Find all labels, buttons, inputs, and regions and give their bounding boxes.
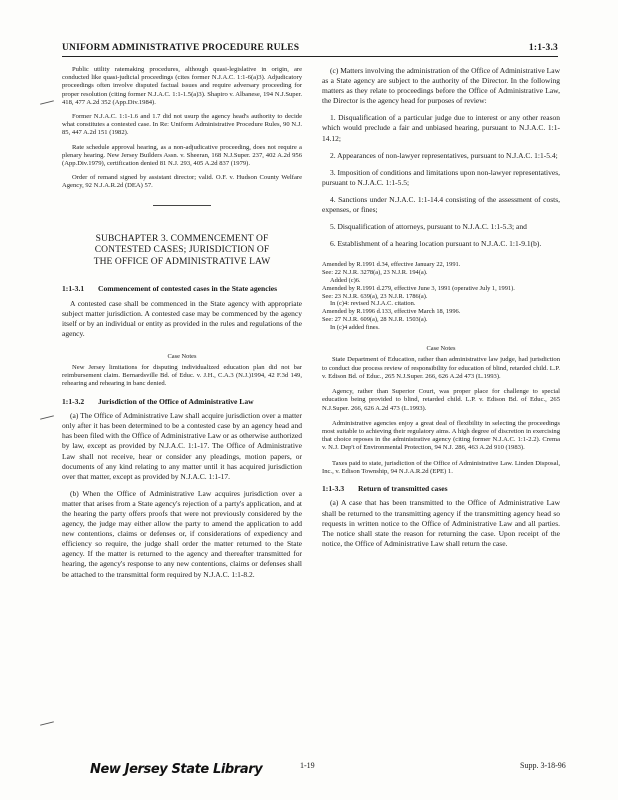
history-line: See: 27 N.J.R. 609(a), 28 N.J.R. 1503(a). [322, 315, 428, 323]
section-text: A contested case shall be commenced in the State agency with appropriate subject matter jurisdiction. A contested case may be commenced by the agency itself or by an individual or entity as provided in the rules and regulations of the agency. [62, 298, 302, 338]
subchapter-line: THE OFFICE OF ADMINISTRATIVE LAW [93, 256, 271, 267]
divider [153, 205, 211, 206]
case-note: Order of remand signed by assistant director; valid. O.F. v. Hudson County Welfare Agency, 92 N.J.A.R.2d (DEA) 57. [62, 174, 302, 190]
history-line: See: 22 N.J.R. 3278(a), 23 N.J.R. 194(a). [322, 269, 428, 277]
section-number: 1:1-3.1 [62, 284, 85, 294]
library-stamp: New Jersey State Library [90, 762, 263, 777]
header-title: UNIFORM ADMINISTRATIVE PROCEDURE RULES [62, 43, 300, 53]
left-column [62, 66, 302, 587]
section-number: 1:1-3.2 [62, 396, 85, 406]
list-item: 3. Imposition of conditions and limitations upon non-lawyer representatives, pursuant to N.J.A.C. 1:1-5.5; [322, 167, 560, 187]
list-item: 4. Sanctions under N.J.A.C. 1:1-14.4 consisting of the assessment of costs, expenses, or fines; [322, 194, 560, 215]
running-header [62, 40, 558, 57]
case-note: Administrative agencies enjoy a great deal of flexibility in selecting the proceedings most suitable to achieving their regulatory aims. A high degree of discretion in exercising that choice reposes in the administrative agency (citing former N.J.A.C. 1:1-2.2). Crema v. N.J. Dep't of Environmental Protection, 94 N.J. 286, 463 A.2d 910 (1983). [322, 419, 560, 452]
subchapter-heading [62, 234, 302, 269]
history-line: Amended by R.1996 d.133, effective March 18, 1996. [322, 308, 461, 316]
case-note: Taxes paid to state, jurisdiction of the Office of Administrative Law. Linden Disposal, Inc., v. Edison Township, 94 N.J.A.R.2d (EPE) 1. [322, 459, 560, 475]
history-line: Amended by R.1991 d.279, effective June 3, 1991 (operative July 1, 1991). [322, 284, 515, 292]
page-number: 1-19 [300, 761, 315, 770]
section-text: (a) A case that has been transmitted to the Office of Administrative Law shall be returned to the transmitting agency if the transmitting agency head so requests in written notice to the Office of Administrative Law and all parties. The notice shall state the reason for returning the case. Upon receipt of the notice, the Office of Administrative Law shall return the case. [322, 498, 560, 548]
case-notes-label: Case Notes [167, 353, 197, 361]
case-note: New Jersey limitations for disputing individualized education plan did not bar reimbursement claim. Bernardsville Bd. of Educ. v. J.H., C.A.3 (N.J.)1994, 42 F.3d 149, rehearing and rehearing in banc denied. [62, 364, 302, 388]
right-column [322, 66, 560, 556]
history-line: See: 23 N.J.R. 639(a), 23 N.J.R. 1786(a). [322, 292, 428, 300]
case-notes-label: Case Notes [426, 345, 456, 353]
section-heading-3-1 [62, 284, 302, 294]
subchapter-line: CONTESTED CASES; JURISDICTION OF [94, 245, 270, 256]
history-line: In (c)4 added fines. [330, 323, 380, 331]
margin-mark [40, 721, 54, 725]
section-title: Return of transmitted cases [358, 483, 448, 493]
section-number: 1:1-3.3 [322, 483, 345, 493]
history-line: Added (c)6. [330, 276, 361, 284]
section-heading-3-3 [322, 484, 560, 494]
list-item: 6. Establishment of a hearing location pursuant to N.J.A.C. 1:1-9.1(b). [330, 239, 542, 249]
case-note: Rate schedule approval hearing, as a non-adjudicative proceeding, does not require a plenary hearing. New Jersey Builders Assn. v. Sheeran, 168 N.J.Super. 237, 402 A.2d 956 (App.Div.1979), certification denied 81 N.J. 293, 405 A.2d 837 (1979). [62, 143, 302, 168]
list-item: 5. Disqualification of attorneys, pursuant to N.J.A.C. 1:1-5.3; and [330, 222, 527, 232]
case-note: State Department of Education, rather than administrative law judge, had jurisdiction to conduct due process review of responsibility for education of blind, retarded child. L.P. v. Edison Bd. of Educ., 265 N.J.Super. 266, 626 A.2d 473 (L.1993). [322, 356, 560, 380]
margin-mark [40, 415, 54, 419]
paragraph-b: (b) When the Office of Administrative Law acquires jurisdiction over a matter that arises from a State agency's rejection of a party's application, and at the hearing the party offers proofs that were not previously considered by the agency, the judge may either allow the party to amend the application to add new contentions, claims or defenses or, if considerations of expediency and efficiency so require, the judge shall order the matter returned to the State agency. If the matter is returned to the agency and thereafter transmitted for hearing, the agency's response to any new contentions, claims or defenses shall be attached to the transmittal form required by N.J.A.C. 1:1-8.2. [62, 488, 302, 579]
paragraph-a: (a) The Office of Administrative Law shall acquire jurisdiction over a matter only after it has been determined to be a contested case by an agency head and has been filed with the Office of Administrative Law or as otherwise authorized by law, except as provided by N.J.A.C. 1:1-17. The Office of Administrative Law shall not receive, hear or consider any pleadings, motion papers, or documents of any kind relating to any matter until it has acquired jurisdiction over that matter, except as provided by N.J.A.C. 1:1-17. [62, 411, 302, 481]
section-title: Jurisdiction of the Office of Administrative Law [98, 396, 254, 406]
list-item: 1. Disqualification of a particular judge due to interest or any other reason which would preclude a fair and unbiased hearing, pursuant to N.J.A.C. 1:1-14.12; [322, 113, 560, 143]
list-item: 2. Appearances of non-lawyer representatives, pursuant to N.J.A.C. 1:1-5.4; [330, 150, 558, 160]
margin-mark [40, 100, 54, 104]
supplement-date: Supp. 3-18-96 [520, 761, 566, 770]
section-heading-3-2 [62, 397, 302, 407]
amendment-history [322, 261, 560, 331]
section-title: Commencement of contested cases in the State agencies [98, 284, 278, 294]
subchapter-line: SUBCHAPTER 3. COMMENCEMENT OF [95, 233, 269, 244]
header-section-number: 1:1-3.3 [528, 43, 558, 53]
history-line: In (c)4: revised N.J.A.C. citation. [330, 300, 416, 308]
case-note: Former N.J.A.C. 1:1-1.6 and 1.7 did not usurp the agency head's authority to decide what constitutes a contested case. In Re: Uniform Administrative Procedure Rules, 90 N.J. 85, 447 A.2d 151 (1982). [62, 113, 302, 137]
paragraph-c: (c) Matters involving the administration of the Office of Administrative Law as a State agency are subject to the authority of the Director. In the following matters as they relate to proceedings before the Office of Administrative Law, the Director is the agency head for purposes of review: [322, 66, 560, 106]
case-note: Agency, rather than Superior Court, was proper place for challenge to special education being provided to blind, retarded child. L.P. v. Edison Bd. of Educ., 265 N.J.Super. 266, 626 A.2d 473 (L.1993). [322, 388, 560, 412]
case-note: Public utility ratemaking procedures, although quasi-legislative in origin, are conducted like quasi-judicial proceedings (cites former N.J.A.C. 1:1-6(a)3). Adjudicatory proceedings often involve disputed factual issues and require adversary proceeding for proper resolution (citing former N.J.A.C. 1:1-1.5(a)3). Shapiro v. Albanese, 194 N.J.Super. 418, 477 A.2d 352 (App.Div.1984). [62, 66, 302, 106]
history-line: Amended by R.1991 d.34, effective January 22, 1991. [322, 261, 461, 269]
